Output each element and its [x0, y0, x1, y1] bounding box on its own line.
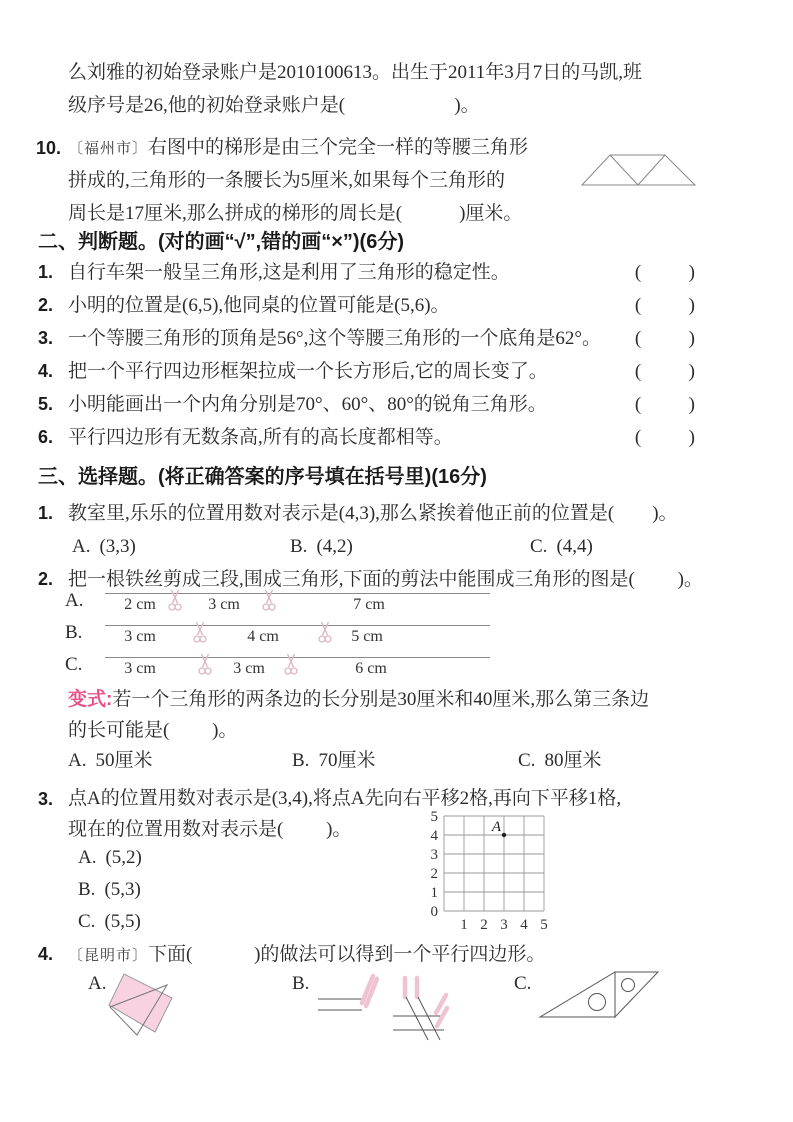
judge-6-number: 6.	[38, 427, 54, 447]
choice1-option-b-value: (4,2)	[316, 536, 353, 557]
wire-row-a	[65, 590, 490, 621]
judge-item-2	[38, 289, 695, 322]
wire-a-line	[105, 593, 490, 621]
x-tick-2: 2	[480, 917, 488, 933]
choice2-text: 把一根铁丝剪成三段,围成三角形,下面的剪法中能围成三角形的图是( )。	[68, 569, 703, 590]
bianshi-option-c-label: C.	[518, 750, 536, 771]
left-parallel-lines	[318, 999, 362, 1010]
section2-title: 二、判断题。(对的画“√”,错的画“×”)(6分)	[38, 231, 404, 253]
wire-b-seg1: 3 cm	[124, 628, 156, 645]
bianshi-line-1	[68, 684, 649, 715]
choice3-option-a-value: (5,2)	[105, 847, 142, 868]
scissors-icon	[168, 589, 182, 613]
point-a-dot	[502, 833, 506, 837]
pink-parallelogram	[109, 974, 172, 1032]
trapezoid-outline	[582, 155, 695, 185]
bianshi-option-a-label: A.	[68, 750, 87, 771]
q10-line-3: 周长是17厘米,那么拼成的梯形的周长是( )厘米。	[68, 203, 523, 224]
judge-4-text: 把一个平行四边形框架拉成一个长方形后,它的周长变了。	[68, 361, 548, 382]
choice1-option-c	[530, 530, 593, 563]
vertical-pink-sticks	[405, 978, 417, 997]
judge-6-text: 平行四边形有无数条高,所有的高长度都相等。	[68, 427, 453, 448]
wire-a-seg1: 2 cm	[124, 596, 156, 613]
choice4-city-tag: 〔昆明市〕	[68, 948, 149, 964]
wire-c-seg2: 3 cm	[233, 660, 265, 677]
wire-b-seg3: 5 cm	[351, 628, 383, 645]
left-triangle-circle	[589, 994, 606, 1011]
bianshi-option-b-value: 70厘米	[318, 750, 376, 771]
choice2-number: 2.	[38, 569, 54, 589]
figure-a-overlapping-shapes	[105, 962, 190, 1042]
choice3-option-c-value: (5,5)	[104, 911, 141, 932]
q10-city-tag: 〔福州市〕	[68, 141, 149, 157]
judge-4-number: 4.	[38, 361, 54, 381]
judge-item-6	[38, 421, 695, 454]
choice4-text-body: 下面( )的做法可以得到一个平行四边形。	[148, 944, 546, 965]
figure-c-two-triangles	[535, 960, 665, 1022]
bianshi-line-1-text: 若一个三角形的两条边的长分别是30厘米和40厘米,那么第三条边	[112, 689, 650, 710]
crossing-diagonal-lines	[406, 997, 440, 1040]
choice1-option-a-label: A.	[72, 536, 91, 557]
q10-line-2: 拼成的,三角形的一条腰长为5厘米,如果每个三角形的	[68, 170, 506, 191]
choice1-number: 1.	[38, 503, 54, 523]
judge-4-answer-blank: ( )	[634, 361, 695, 382]
fig-a-label: A.	[88, 973, 107, 994]
y-tick-0: 0	[430, 904, 438, 920]
choice1-option-b-label: B.	[290, 536, 308, 557]
choice1-option-c-label: C.	[530, 536, 548, 557]
choice3-option-b	[78, 873, 141, 906]
left-triangle	[540, 972, 615, 1017]
wire-row-b	[65, 622, 490, 653]
judge-5-answer-blank: ( )	[634, 394, 695, 415]
left-pink-sticks	[362, 976, 377, 1006]
fig-c-label: C.	[514, 973, 532, 994]
right-pink-sticks	[436, 995, 447, 1026]
choice3-option-b-value: (5,3)	[104, 879, 141, 900]
intro-line-1: 么刘雅的初始登录账户是2010100613。出生于2011年3月7日的马凯,班	[68, 62, 643, 83]
judge-3-answer-blank: ( )	[634, 328, 695, 349]
coordinate-grid-figure	[424, 811, 554, 935]
wire-b-line	[105, 625, 490, 653]
wire-a-seg2: 3 cm	[208, 596, 240, 613]
trapezoid-figure	[580, 152, 698, 188]
bianshi-option-c	[518, 744, 601, 777]
scissors-icon	[198, 653, 212, 677]
judge-3-text: 一个等腰三角形的顶角是56°,这个等腰三角形的一个底角是62°。	[68, 328, 601, 349]
wire-a-seg3: 7 cm	[353, 596, 385, 613]
judge-1-text: 自行车架一般呈三角形,这是利用了三角形的稳定性。	[68, 262, 510, 283]
right-triangle	[615, 972, 658, 1017]
choice3-option-a	[78, 841, 142, 874]
x-tick-1: 1	[460, 917, 468, 933]
choice3-line-1: 点A的位置用数对表示是(3,4),将点A先向右平移2格,再向下平移1格,	[68, 788, 622, 809]
grid-x-axis-labels	[460, 917, 548, 933]
judge-3-number: 3.	[38, 328, 54, 348]
y-tick-1: 1	[430, 885, 438, 901]
wire-c-seg3: 6 cm	[355, 660, 387, 677]
wire-row-a-label: A.	[65, 590, 84, 611]
wire-row-c-label: C.	[65, 654, 83, 675]
y-tick-4: 4	[430, 828, 438, 844]
bianshi-option-a-value: 50厘米	[95, 750, 153, 771]
wire-c-line	[105, 657, 490, 685]
judge-item-1	[38, 256, 695, 289]
y-tick-5: 5	[430, 811, 438, 825]
judge-5-text: 小明能画出一个内角分别是70°、60°、80°的锐角三角形。	[68, 394, 547, 415]
choice3-option-a-label: A.	[78, 847, 97, 868]
scissors-icon	[318, 621, 332, 645]
bianshi-line-2: 的长可能是( )。	[68, 720, 238, 741]
grid-y-axis-labels	[431, 811, 439, 920]
intro-line-2: 级序号是26,他的初始登录账户是( )。	[68, 95, 480, 116]
bianshi-option-b	[292, 744, 375, 777]
q10-number: 10.	[36, 138, 62, 158]
wire-row-b-label: B.	[65, 622, 83, 643]
choice1-option-b	[290, 530, 353, 563]
judge-5-number: 5.	[38, 394, 54, 414]
x-tick-5: 5	[540, 917, 548, 933]
judge-2-text: 小明的位置是(6,5),他同桌的位置可能是(5,6)。	[68, 295, 450, 316]
bianshi-label: 变式:	[68, 689, 113, 710]
wire-c-seg1: 3 cm	[124, 660, 156, 677]
choice3-option-c	[78, 905, 141, 938]
q10-line-1-text: 右图中的梯形是由三个完全一样的等腰三角形	[148, 137, 529, 158]
judge-1-number: 1.	[38, 262, 54, 282]
bianshi-option-a	[68, 744, 153, 777]
scissors-icon	[262, 589, 276, 613]
x-tick-4: 4	[520, 917, 528, 933]
y-tick-3: 3	[430, 847, 438, 863]
bianshi-option-b-label: B.	[292, 750, 310, 771]
choice3-option-b-label: B.	[78, 879, 96, 900]
judge-6-answer-blank: ( )	[634, 427, 695, 448]
judge-2-answer-blank: ( )	[634, 295, 695, 316]
judge-item-4	[38, 355, 695, 388]
bianshi-option-c-value: 80厘米	[544, 750, 602, 771]
judge-2-number: 2.	[38, 295, 54, 315]
figure-b-sticks-and-lines	[312, 963, 462, 1048]
scissors-icon	[193, 621, 207, 645]
choice1-option-a-value: (3,3)	[99, 536, 136, 557]
choice1-option-c-value: (4,4)	[556, 536, 593, 557]
choice1-text: 教室里,乐乐的位置用数对表示是(4,3),那么紧挨着他正前的位置是( )。	[68, 503, 678, 524]
y-tick-2: 2	[430, 866, 438, 882]
trapezoid-inner-lines	[610, 155, 665, 185]
choice3-number: 3.	[38, 789, 54, 809]
judge-1-answer-blank: ( )	[634, 262, 695, 283]
judge-item-5	[38, 388, 695, 421]
wire-row-c	[65, 654, 490, 685]
choice4-number: 4.	[38, 944, 54, 964]
choice1-option-a	[72, 530, 136, 563]
judge-item-3	[38, 322, 695, 355]
scissors-icon	[284, 653, 298, 677]
right-triangle-circle	[622, 979, 635, 992]
wire-b-seg2: 4 cm	[247, 628, 279, 645]
choice3-option-c-label: C.	[78, 911, 96, 932]
point-a-label: A	[491, 819, 501, 835]
q10-line-1	[68, 131, 528, 166]
fig-b-label: B.	[292, 973, 310, 994]
x-tick-3: 3	[500, 917, 508, 933]
choice3-line-2: 现在的位置用数对表示是( )。	[68, 819, 352, 840]
section3-title: 三、选择题。(将正确答案的序号填在括号里)(16分)	[38, 466, 487, 488]
